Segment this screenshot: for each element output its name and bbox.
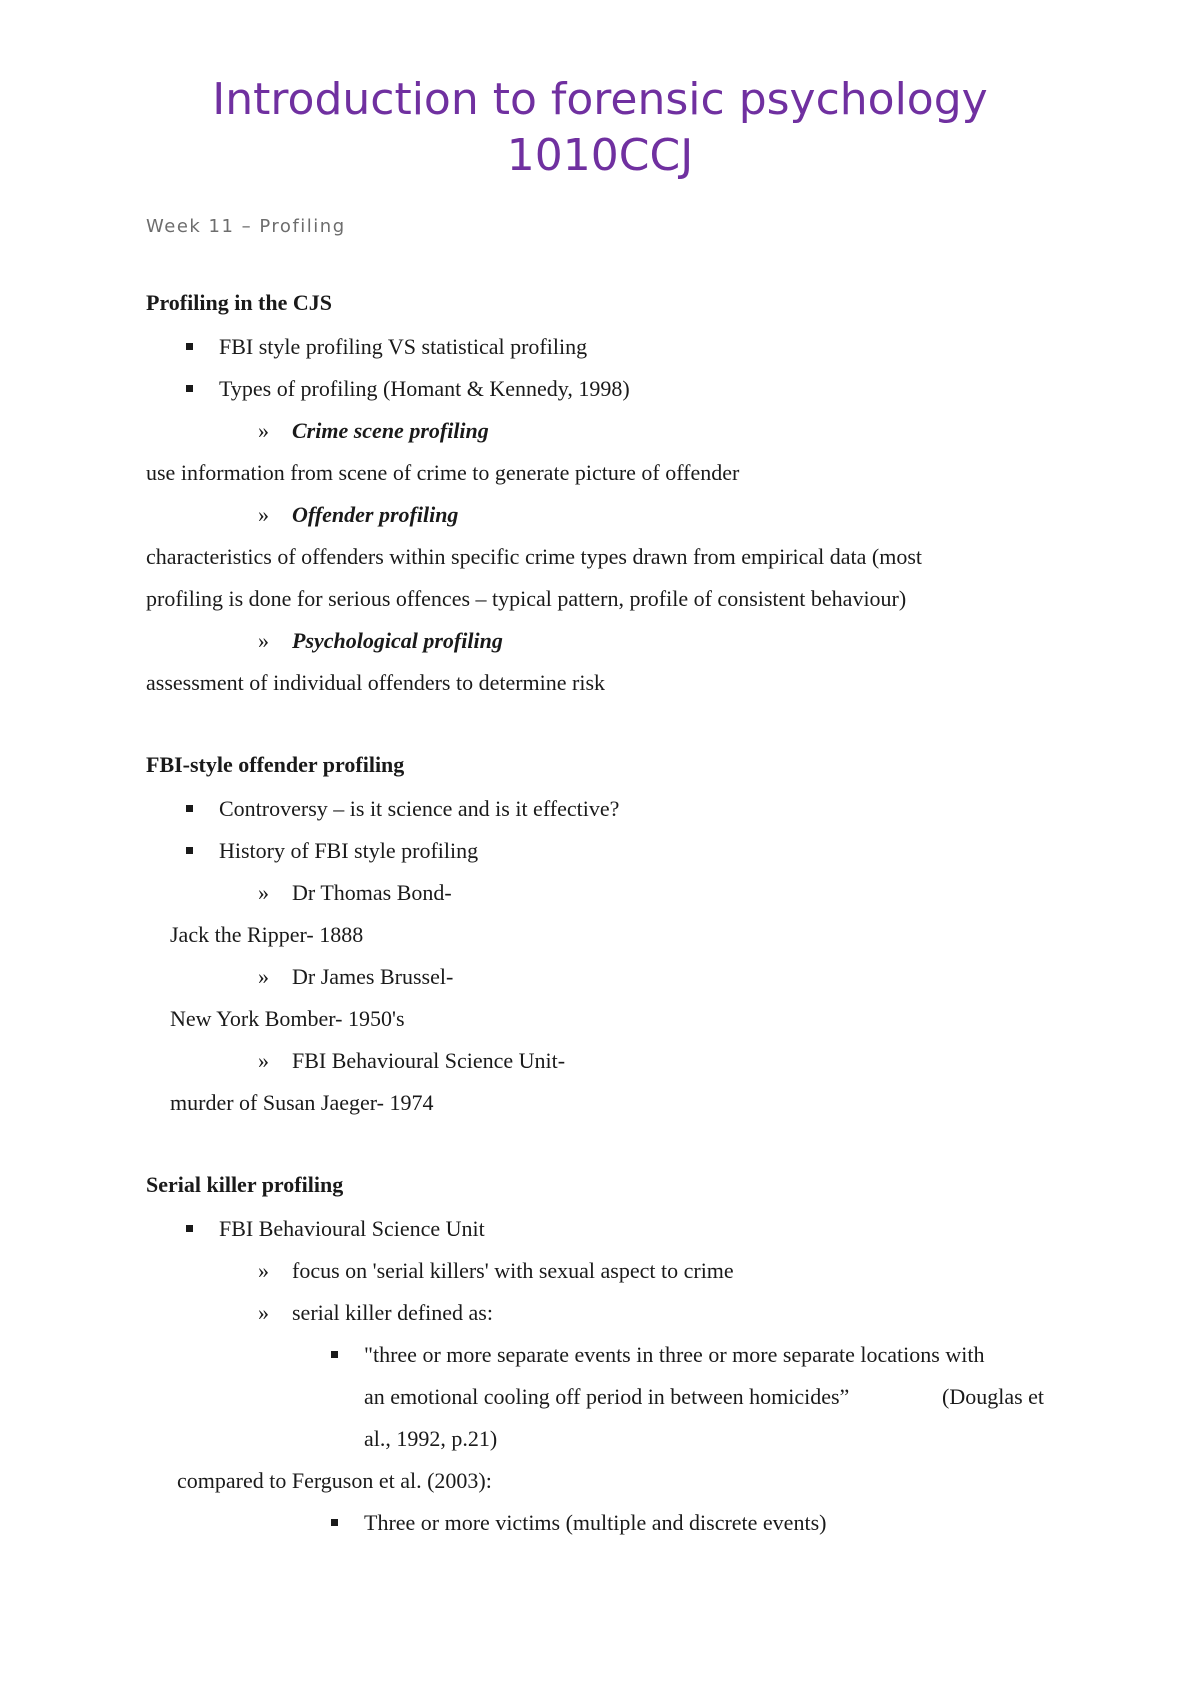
section-heading-fbi-style: FBI-style offender profiling: [146, 752, 405, 777]
document-title-line-2: 1010CCJ: [506, 130, 694, 181]
section-heading-serial-killer: Serial killer profiling: [146, 1172, 344, 1197]
bullet-text: Types of profiling (Homant & Kennedy, 1998): [219, 376, 630, 401]
section-heading-profiling-cjs: Profiling in the CJS: [146, 290, 333, 315]
paragraph-text: profiling is done for serious offences – typical pattern, profile of consistent behaviour): [146, 586, 907, 611]
paragraph-text: compared to Ferguson et al. (2003):: [177, 1468, 492, 1493]
chevron-bullet-icon: »: [258, 418, 269, 443]
bullet-text: Three or more victims (multiple and discrete events): [364, 1510, 827, 1535]
square-bullet-icon: [186, 1225, 193, 1232]
bullet-text: FBI style profiling VS statistical profiling: [219, 334, 588, 359]
square-bullet-icon: [331, 1519, 338, 1526]
paragraph-text: Jack the Ripper- 1888: [170, 922, 364, 947]
document-title-line-1: Introduction to forensic psychology: [212, 74, 988, 125]
definition-text: al., 1992, p.21): [364, 1426, 498, 1451]
definition-citation: (Douglas et: [942, 1384, 1045, 1409]
paragraph-text: New York Bomber- 1950's: [170, 1006, 405, 1031]
chevron-bullet-icon: »: [258, 1258, 269, 1283]
paragraph-text: characteristics of offenders within specific crime types drawn from empirical data (most: [146, 544, 923, 569]
sub-item-label: focus on 'serial killers' with sexual aspect to crime: [292, 1258, 734, 1283]
paragraph-text: assessment of individual offenders to determine risk: [146, 670, 606, 695]
sub-item-label: serial killer defined as:: [292, 1300, 493, 1325]
chevron-bullet-icon: »: [258, 1300, 269, 1325]
chevron-bullet-icon: »: [258, 628, 269, 653]
square-bullet-icon: [186, 847, 193, 854]
sub-item-label: Dr Thomas Bond-: [292, 880, 452, 905]
sub-item-label: Dr James Brussel-: [292, 964, 454, 989]
square-bullet-icon: [186, 343, 193, 350]
definition-text: an emotional cooling off period in between homicides”: [364, 1384, 850, 1409]
sub-item-label: Psychological profiling: [292, 628, 503, 653]
bullet-text: History of FBI style profiling: [219, 838, 479, 863]
square-bullet-icon: [331, 1351, 338, 1358]
sub-item-label: Offender profiling: [292, 502, 459, 527]
square-bullet-icon: [186, 805, 193, 812]
chevron-bullet-icon: »: [258, 964, 269, 989]
paragraph-text: use information from scene of crime to generate picture of offender: [146, 460, 740, 485]
definition-text: "three or more separate events in three or more separate locations with: [364, 1342, 985, 1367]
chevron-bullet-icon: »: [258, 502, 269, 527]
chevron-bullet-icon: »: [258, 880, 269, 905]
chevron-bullet-icon: »: [258, 1048, 269, 1073]
sub-item-label: FBI Behavioural Science Unit-: [292, 1048, 566, 1073]
square-bullet-icon: [186, 385, 193, 392]
sub-item-label: Crime scene profiling: [292, 418, 489, 443]
document-subtitle: Week 11 – Profiling: [146, 216, 346, 237]
paragraph-text: murder of Susan Jaeger- 1974: [170, 1090, 434, 1115]
bullet-text: FBI Behavioural Science Unit: [219, 1216, 485, 1241]
bullet-text: Controversy – is it science and is it effective?: [219, 796, 620, 821]
